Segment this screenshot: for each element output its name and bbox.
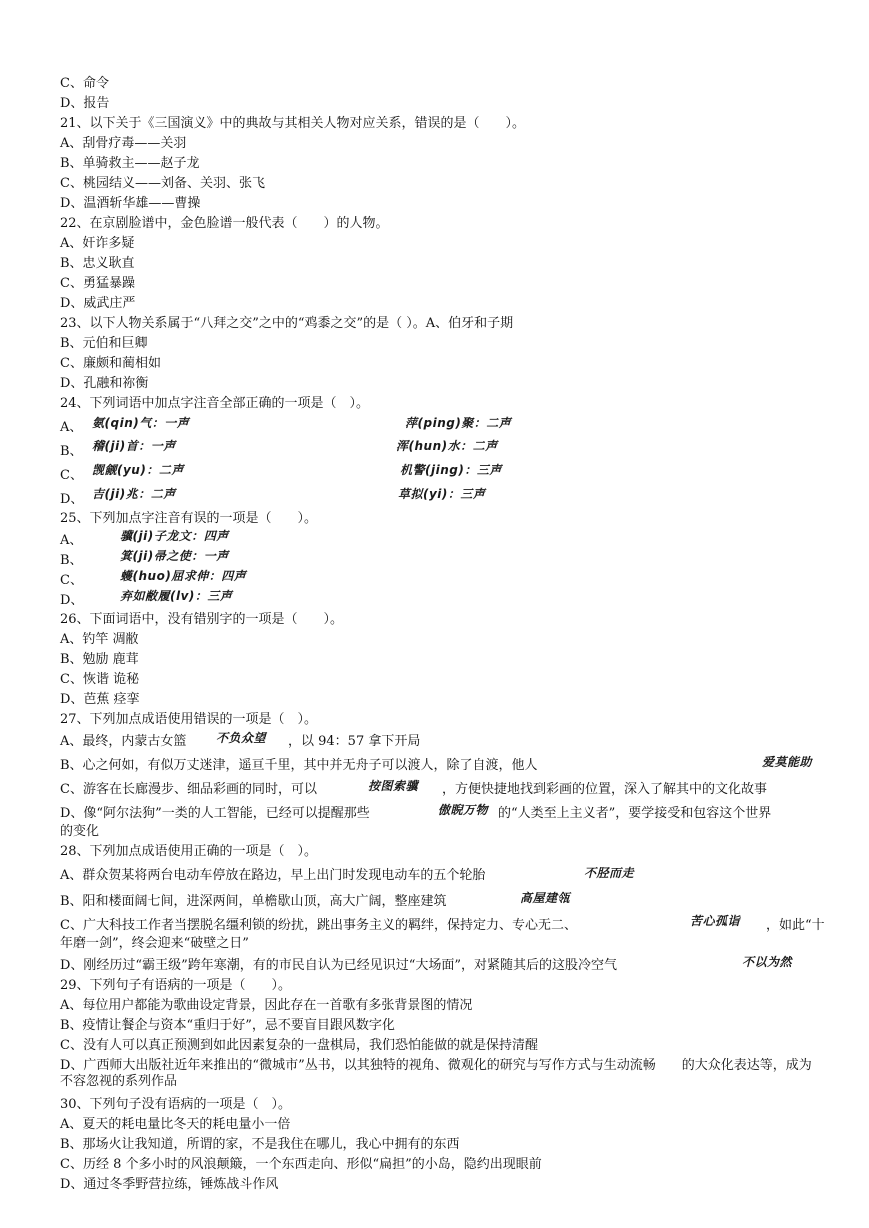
q24-a-right-handwriting: 萍(ping)聚：二声 [405,416,512,430]
q28-c-idiom-handwriting: 苦心孤诣 [690,914,741,928]
q24-b-left-handwriting: 稽(ji)首：一声 [92,439,176,453]
q27-option-d-rest: 的“人类至上主义者”，要学接受和包容这个世界 [498,806,772,821]
q21-option-c: C、桃园结义——刘备、关羽、张飞 [60,176,265,191]
q26-option-a: A、钓竿 凋敝 [60,632,139,647]
q24-option-d: D、 [60,492,84,507]
option-c-command: C、命令 [60,76,109,91]
q22-option-a: A、奸诈多疑 [60,236,135,251]
q24-option-a: A、 [60,420,83,435]
question-24: 24、下列词语中加点字注音全部正确的一项是（ ）。 [60,396,370,411]
q22-option-b: B、忠义耿直 [60,256,135,271]
q27-d-idiom-handwriting: 傲睨万物 [438,803,489,817]
question-25: 25、下列加点字注音有误的一项是（ ）。 [60,511,318,526]
q25-d-handwriting: 弃如敝履(lv)：三声 [120,589,233,603]
q24-option-b: B、 [60,444,83,459]
q26-option-d: D、芭蕉 痉挛 [60,692,140,707]
q21-option-d: D、温酒斩华雄——曹操 [60,196,201,211]
question-28: 28、下列加点成语使用正确的一项是（ ）。 [60,844,318,859]
q23-option-b: B、元伯和巨卿 [60,336,148,351]
q26-option-b: B、勉励 鹿茸 [60,652,139,667]
question-23: 23、以下人物关系属于“八拜之交”之中的“鸡黍之交”的是（ ）。A、伯牙和子期 [60,316,514,331]
q25-option-d: D、 [60,593,84,608]
question-29: 29、下列句子有语病的一项是（ ）。 [60,978,292,993]
q22-option-c: C、勇猛暴躁 [60,276,135,291]
q24-c-left-handwriting: 觊觎(yu)：二声 [92,463,184,477]
q29-option-d: D、广西师大出版社近年来推出的“微城市”丛书，以其独特的视角、微观化的研究与写作方式与生动流畅 的大众化表达等，成为不容忽视的系列作品 [60,1058,812,1089]
question-30: 30、下列句子没有语病的一项是（ ）。 [60,1097,292,1112]
question-22: 22、在京剧脸谱中，金色脸谱一般代表（ ）的人物。 [60,216,389,231]
q28-b-idiom-handwriting: 高屋建瓴 [520,891,571,905]
q30-option-b: B、那场火让我知道，所谓的家，不是我住在哪儿，我心中拥有的东西 [60,1137,460,1152]
q27-c-idiom-handwriting: 按图索骥 [368,779,419,793]
q25-option-c: C、 [60,573,83,588]
q27-a-idiom-handwriting: 不负众望 [216,731,267,745]
q27-option-c-rest: ，方便快捷地找到彩画的位置，深入了解其中的文化故事 [442,782,768,797]
q28-option-b: B、阳和楼面阔七间，进深两间，单檐歇山顶，高大广阔，整座建筑 [60,894,447,909]
q23-option-c: C、廉颇和蔺相如 [60,356,161,371]
q29-option-c: C、没有人可以真正预测到如此因素复杂的一盘棋局，我们恐怕能做的就是保持清醒 [60,1038,538,1053]
question-21: 21、以下关于《三国演义》中的典故与其相关人物对应关系，错误的是（ ）。 [60,116,526,131]
q30-option-a: A、夏天的耗电量比冬天的耗电量小一倍 [60,1117,291,1132]
q28-option-d: D、刚经历过“霸王级”跨年寒潮，有的市民自认为已经见识过“大场面”，对紧随其后的这股冷空气 [60,958,618,973]
q22-option-d: D、威武庄严 [60,296,136,311]
q28-a-idiom-handwriting: 不胫而走 [584,866,635,880]
q27-option-d: D、像“阿尔法狗”一类的人工智能，已经可以提醒那些 [60,806,370,821]
q24-option-c: C、 [60,468,83,483]
q28-option-c-continued: 年磨一剑”，终会迎来“破壁之日” [60,936,249,951]
question-27: 27、下列加点成语使用错误的一项是（ ）。 [60,712,318,727]
q28-d-idiom-handwriting: 不以为然 [742,955,793,969]
q30-option-c: C、历经 8 个多小时的风浪颠簸，一个东西走向、形似“扁担”的小岛，隐约出现眼前 [60,1157,542,1172]
q27-option-a: A、最终，内蒙古女篮 [60,734,187,749]
q24-b-right-handwriting: 浑(hun)水：二声 [396,439,498,453]
q24-a-left-handwriting: 氨(qin)气：一声 [92,416,190,430]
q23-option-d: D、孔融和祢衡 [60,376,149,391]
q25-a-handwriting: 骥(ji)子龙文：四声 [120,529,229,543]
q21-option-b: B、单骑救主——赵子龙 [60,156,200,171]
q21-option-a: A、刮骨疗毒——关羽 [60,136,187,151]
q27-option-b: B、心之何如，有似万丈迷津，遥亘千里，其中并无舟子可以渡人，除了自渡，他人 [60,758,538,773]
q24-d-left-handwriting: 吉(ji)兆：二声 [92,487,176,501]
question-26: 26、下面词语中，没有错别字的一项是（ ）。 [60,612,344,627]
q25-option-b: B、 [60,553,83,568]
q25-b-handwriting: 箕(ji)帚之使：一声 [120,549,229,563]
q27-option-d-continued: 的变化 [60,824,100,839]
q27-option-a-rest: ，以 94：57 拿下开局 [288,734,421,749]
q29-option-b: B、疫情让餐企与资本“重归于好”，忌不要盲目跟风数字化 [60,1018,395,1033]
q30-option-d: D、通过冬季野营拉练，锤炼战斗作风 [60,1177,279,1192]
q25-c-handwriting: 蠖(huo)屈求伸：四声 [120,569,247,583]
q28-option-a: A、群众贺某将两台电动车停放在路边，早上出门时发现电动车的五个轮胎 [60,868,486,883]
q26-option-c: C、恢谐 诡秘 [60,672,140,687]
option-d-report: D、报告 [60,96,110,111]
q24-c-right-handwriting: 机警(jing)：三声 [400,463,502,477]
q24-d-right-handwriting: 草拟(yi)：三声 [398,487,486,501]
q28-option-c-tail: ，如此“十 [766,918,825,933]
q25-option-a: A、 [60,533,83,548]
q28-option-c: C、广大科技工作者当摆脱名缰利锁的纷扰，跳出事务主义的羁绊，保持定力、专心无二、 [60,918,577,933]
q29-option-a: A、每位用户都能为歌曲设定背景，因此存在一首歌有多张背景图的情况 [60,998,473,1013]
q27-option-c: C、游客在长廊漫步、细品彩画的同时，可以 [60,782,317,797]
q27-b-idiom-handwriting: 爱莫能助 [762,755,813,769]
